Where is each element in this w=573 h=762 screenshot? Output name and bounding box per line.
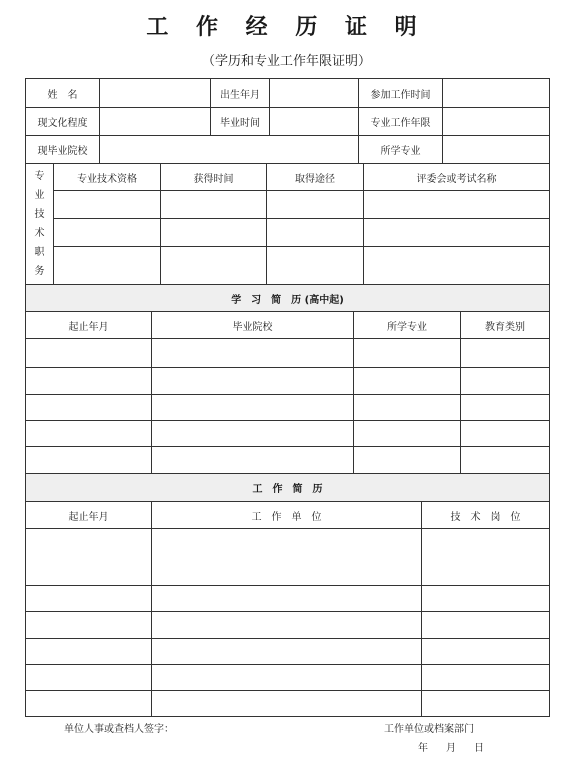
work-cell[interactable] (422, 665, 550, 691)
work-section-title: 工 作 简 历 (26, 474, 550, 502)
tech-side-char: 术 (34, 228, 45, 239)
education-label: 现文化程度 (26, 108, 100, 136)
tech-cell[interactable] (267, 219, 364, 247)
study-cell[interactable] (461, 447, 550, 474)
study-cell[interactable] (461, 368, 550, 395)
tech-cell[interactable] (267, 191, 364, 219)
study-cell[interactable] (26, 339, 152, 368)
study-cell[interactable] (152, 395, 354, 421)
work-start-field[interactable] (443, 79, 550, 108)
tech-side-label (26, 164, 54, 285)
tech-cell[interactable] (54, 191, 161, 219)
work-cell[interactable] (152, 586, 422, 612)
education-field[interactable] (100, 108, 211, 136)
work-cell[interactable] (422, 586, 550, 612)
work-header-position: 技 术 岗 位 (422, 502, 550, 529)
study-cell[interactable] (152, 421, 354, 447)
study-cell[interactable] (461, 421, 550, 447)
study-cell[interactable] (26, 395, 152, 421)
work-header-period: 起止年月 (26, 502, 152, 529)
study-header-period: 起止年月 (26, 312, 152, 339)
study-cell[interactable] (152, 447, 354, 474)
prof-years-label: 专业工作年限 (359, 108, 443, 136)
tech-cell[interactable] (54, 247, 161, 285)
tech-cell[interactable] (364, 247, 550, 285)
major-field[interactable] (443, 136, 550, 164)
work-cell[interactable] (152, 529, 422, 586)
tech-header-committee: 评委会或考试名称 (364, 164, 550, 191)
study-cell[interactable] (26, 368, 152, 395)
tech-header-obtained-time: 获得时间 (161, 164, 267, 191)
birth-field[interactable] (270, 79, 359, 108)
basic-info-table (25, 78, 550, 164)
work-cell[interactable] (422, 529, 550, 586)
tech-cell[interactable] (267, 247, 364, 285)
work-cell[interactable] (422, 691, 550, 717)
document-title: 工 作 经 历 证 明 (146, 15, 427, 40)
name-label: 姓 名 (26, 79, 100, 108)
work-cell[interactable] (152, 612, 422, 639)
study-cell[interactable] (152, 368, 354, 395)
prof-years-field[interactable] (443, 108, 550, 136)
tech-side-char: 务 (34, 266, 45, 277)
tech-cell[interactable] (54, 219, 161, 247)
work-header-unit: 工 作 单 位 (152, 502, 422, 529)
work-cell[interactable] (152, 691, 422, 717)
tech-side-char: 专 (34, 171, 45, 182)
study-cell[interactable] (152, 339, 354, 368)
work-start-label: 参加工作时间 (359, 79, 443, 108)
work-history-table (25, 473, 550, 717)
work-cell[interactable] (26, 665, 152, 691)
work-cell[interactable] (152, 639, 422, 665)
study-section-title: 学 习 简 历 (高中起) (26, 285, 550, 312)
work-cell[interactable] (26, 639, 152, 665)
tech-side-char: 业 (34, 190, 45, 201)
school-field[interactable] (100, 136, 359, 164)
study-cell[interactable] (26, 447, 152, 474)
footer-date-label: 年 月 日 (418, 743, 488, 754)
work-cell[interactable] (422, 612, 550, 639)
study-cell[interactable] (354, 395, 461, 421)
footer-unit-label: 工作单位或档案部门 (384, 724, 474, 735)
grad-time-label: 毕业时间 (211, 108, 270, 136)
work-cell[interactable] (26, 612, 152, 639)
study-header-school: 毕业院校 (152, 312, 354, 339)
name-field[interactable] (100, 79, 211, 108)
birth-label: 出生年月 (211, 79, 270, 108)
footer-signer-label: 单位人事或查档人签字： (64, 724, 174, 735)
study-cell[interactable] (354, 368, 461, 395)
tech-cell[interactable] (364, 191, 550, 219)
grad-time-field[interactable] (270, 108, 359, 136)
work-cell[interactable] (26, 529, 152, 586)
work-cell[interactable] (152, 665, 422, 691)
study-cell[interactable] (354, 447, 461, 474)
tech-position-table (25, 163, 550, 285)
work-cell[interactable] (26, 691, 152, 717)
tech-cell[interactable] (161, 247, 267, 285)
study-history-table (25, 284, 550, 474)
work-cell[interactable] (422, 639, 550, 665)
school-label: 现毕业院校 (26, 136, 100, 164)
study-cell[interactable] (461, 339, 550, 368)
major-label: 所学专业 (359, 136, 443, 164)
tech-side-char: 技 (34, 209, 45, 220)
tech-header-qualification: 专业技术资格 (54, 164, 161, 191)
study-cell[interactable] (354, 339, 461, 368)
tech-header-method: 取得途径 (267, 164, 364, 191)
document-subtitle: （学历和专业工作年限证明） (201, 54, 371, 69)
work-cell[interactable] (26, 586, 152, 612)
study-header-type: 教育类别 (461, 312, 550, 339)
tech-cell[interactable] (161, 219, 267, 247)
tech-cell[interactable] (364, 219, 550, 247)
study-cell[interactable] (461, 395, 550, 421)
study-header-major: 所学专业 (354, 312, 461, 339)
tech-cell[interactable] (161, 191, 267, 219)
study-cell[interactable] (26, 421, 152, 447)
study-cell[interactable] (354, 421, 461, 447)
tech-side-char: 职 (34, 247, 45, 258)
